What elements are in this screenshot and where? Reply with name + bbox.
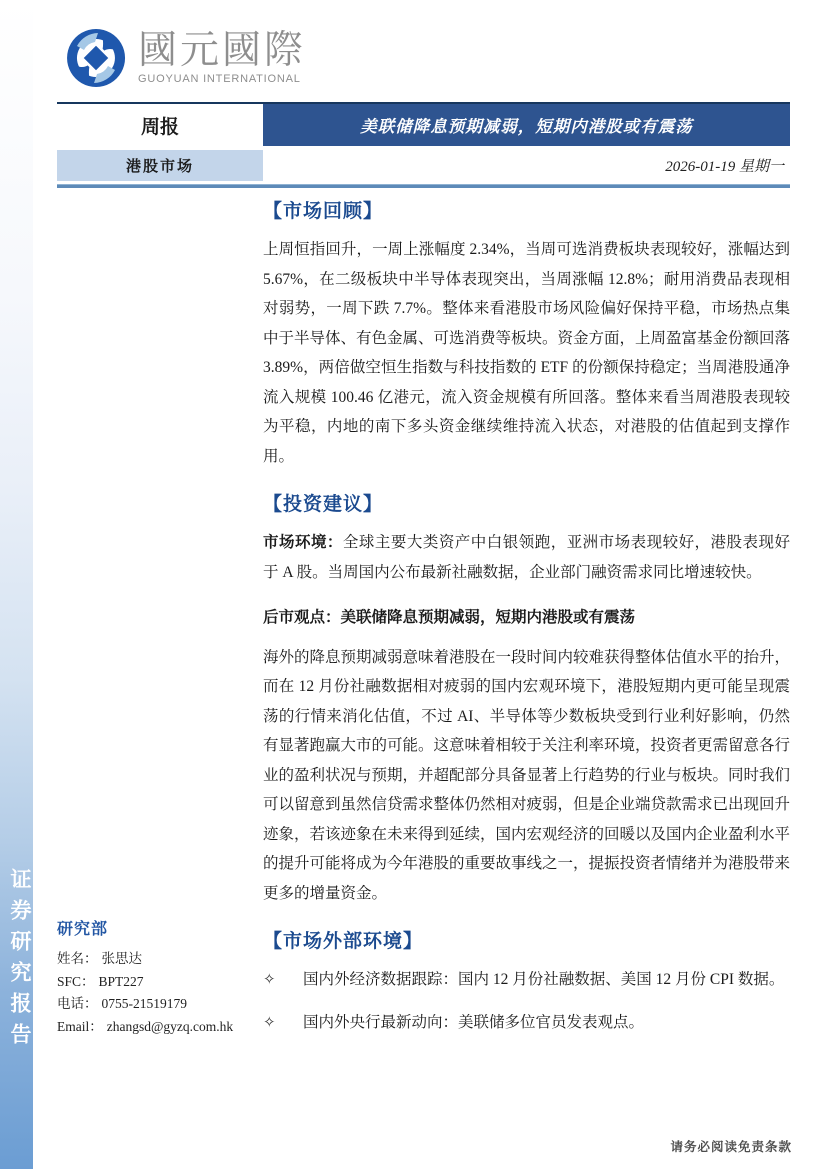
report-title: 美联储降息预期减弱，短期内港股或有震荡	[263, 104, 790, 146]
market-environment-label: 市场环境：	[263, 534, 343, 551]
bullet-text: 国内外经济数据跟踪：国内 12 月份社融数据、美国 12 月份 CPI 数据。	[303, 971, 785, 988]
external-environment-list	[263, 967, 790, 1036]
analyst-email-row	[57, 1016, 259, 1039]
report-header-table	[57, 102, 790, 188]
section-heading-investment-advice: 【投资建议】	[263, 494, 384, 515]
header-row-market	[57, 150, 790, 181]
field-value: zhangsd@gyzq.com.hk	[106, 1018, 234, 1034]
field-label: 电话：	[57, 996, 98, 1011]
field-label: SFC：	[57, 973, 95, 989]
field-label: Email：	[57, 1018, 103, 1034]
company-logo	[64, 26, 306, 90]
market-review-paragraph: 上周恒指回升，一周上涨幅度 2.34%，当周可选消费板块表现较好，涨幅达到 5.67%，在二级板块中半导体表现突出，当周涨幅 12.8%；耐用消费品表现相对弱势，一周下跌 7.7%。整体来看港股市场风险偏好保持平稳，市场热点集中于半导体、有色金属、可选消费等板块。资金方面，上周盈富基金份额回落 3.89%，两倍做空恒生指数与科技指数的 ETF 的份额保持稳定；当周港股通净流入规模 100.46 亿港元，流入资金规模有所回落。整体来看当周港股表现较为平稳，内地的南下多头资金继续维持流入状态，对港股的估值起到支撑作用。	[263, 241, 791, 465]
analyst-contact-block	[57, 916, 259, 1038]
report-type-label: 周报	[57, 104, 263, 146]
field-label: 姓名：	[57, 951, 98, 966]
report-date: 2026-01-19 星期一	[665, 159, 784, 175]
header-row-title	[57, 104, 790, 146]
bullet-text: 国内外央行最新动向：美联储多位官员发表观点。	[303, 1014, 645, 1031]
four-pointed-star-icon: ✧	[263, 972, 276, 988]
disclaimer-note: 请务必阅读免责条款	[670, 1140, 792, 1154]
outlook-paragraph: 海外的降息预期减弱意味着港股在一段时间内较难获得整体估值水平的抬升，而在 12 月份社融数据相对疲弱的国内宏观环境下，港股短期内更可能呈现震荡的行情来消化估值，不过 AI、半导体等少数板块受到行业利好影响，仍然有显著跑赢大市的可能。这意味着相较于关注利率环境，投资者更需留意各行业的盈利状况与预期，并超配部分具备显著上行趋势的行业与板块。同时我们可以留意到虽然信贷需求整体仍然相对疲弱，但是企业端贷款需求已出现回升迹象，若该迹象在未来得到延续，国内宏观经济的回暖以及国内企业盈利水平的提升可能将成为今年港股的重要故事线之一，提振投资者情绪并为港股带来更多的增量资金。	[263, 648, 791, 902]
market-environment-text: 全球主要大类资产中白银领跑，亚洲市场表现较好，港股表现好于 A 股。当周国内公布最新社融数据，企业部门融资需求同比增速较快。	[263, 534, 790, 581]
list-item	[263, 1010, 790, 1036]
logo-name-chinese: 國元國際	[138, 29, 307, 73]
analyst-department: 研究部	[57, 921, 109, 938]
logo-name-english: GUOYUAN INTERNATIONAL	[138, 72, 301, 85]
guoyuan-logo-icon	[64, 26, 128, 90]
market-label: 港股市场	[57, 150, 263, 181]
logo-text	[138, 31, 306, 85]
analyst-name-row	[57, 948, 259, 971]
section-heading-external-environment: 【市场外部环境】	[263, 931, 424, 952]
analyst-sfc-row	[57, 971, 259, 994]
field-value: BPT227	[98, 973, 144, 989]
list-item	[263, 967, 790, 993]
sidebar-vertical-label: 证券研究报告	[8, 868, 32, 1054]
outlook-headline: 后市观点：美联储降息预期减弱，短期内港股或有震荡	[263, 609, 636, 626]
market-environment-paragraph	[263, 528, 790, 587]
main-content	[263, 186, 790, 1053]
field-value: 张思达	[101, 951, 142, 966]
section-heading-market-review: 【市场回顾】	[263, 201, 384, 222]
field-value: 0755-21519179	[101, 996, 187, 1011]
four-pointed-star-icon: ✧	[263, 1015, 276, 1031]
analyst-phone-row	[57, 993, 259, 1016]
